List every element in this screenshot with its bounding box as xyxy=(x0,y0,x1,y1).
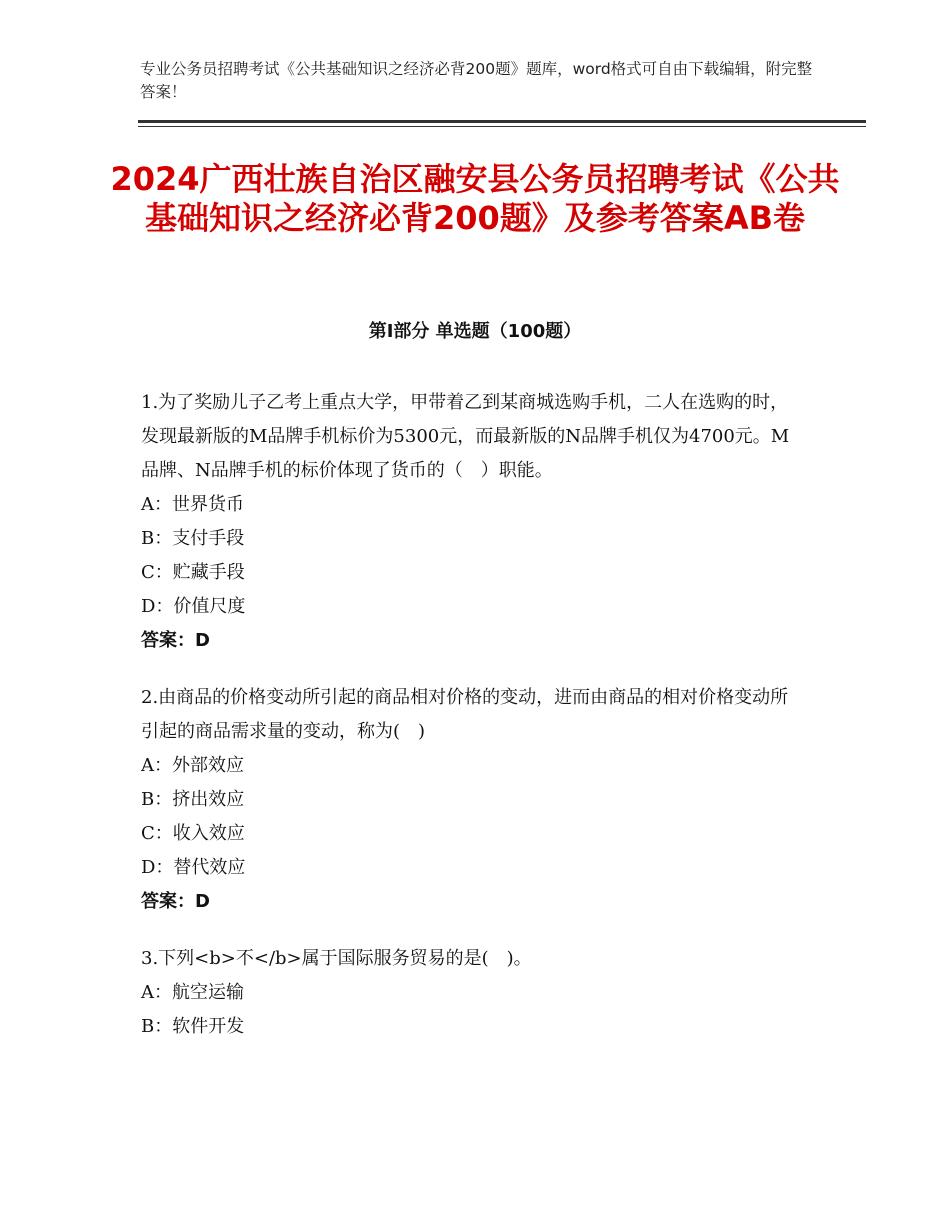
document-title: 2024广西壮族自治区融安县公务员招聘考试《公共基础知识之经济必背200题》及参考答案AB卷 xyxy=(110,160,840,237)
option-b: B：软件开发 xyxy=(141,1016,245,1037)
answer: 答案：D xyxy=(141,630,210,651)
option-a: A：外部效应 xyxy=(141,755,244,776)
header-note: 专业公务员招聘考试《公共基础知识之经济必背200题》题库，word格式可自由下载编辑，附完整答案！ xyxy=(140,60,813,101)
option-a: A：世界货币 xyxy=(141,494,244,515)
option-c: C：收入效应 xyxy=(141,823,245,844)
section-heading: 第Ⅰ部分 单选题（100题） xyxy=(368,321,582,342)
question-stem: 1.为了奖励儿子乙考上重点大学，甲带着乙到某商城选购手机，二人在选购的时，发现最新版的M品牌手机标价为5300元，而最新版的N品牌手机仅为4700元。M品牌、N品牌手机的标价体现了货币的（ ）职能。 xyxy=(141,392,790,481)
question-2 xyxy=(141,681,801,919)
question-stem: 2.由商品的价格变动所引起的商品相对价格的变动，进而由商品的相对价格变动所引起的商品需求量的变动，称为( ) xyxy=(141,687,789,742)
question-stem: 3.下列<b>不</b>属于国际服务贸易的是( )。 xyxy=(141,948,532,969)
option-b: B：挤出效应 xyxy=(141,789,245,810)
option-d: D：替代效应 xyxy=(141,857,246,878)
header-divider-thick xyxy=(138,120,866,123)
question-list xyxy=(141,386,801,1067)
option-b: B：支付手段 xyxy=(141,528,245,549)
question-1 xyxy=(141,386,801,658)
option-a: A：航空运输 xyxy=(141,982,244,1003)
answer: 答案：D xyxy=(141,891,210,912)
option-d: D：价值尺度 xyxy=(141,596,246,617)
question-3 xyxy=(141,942,801,1044)
header-divider-thin xyxy=(138,126,866,127)
option-c: C：贮藏手段 xyxy=(141,562,245,583)
